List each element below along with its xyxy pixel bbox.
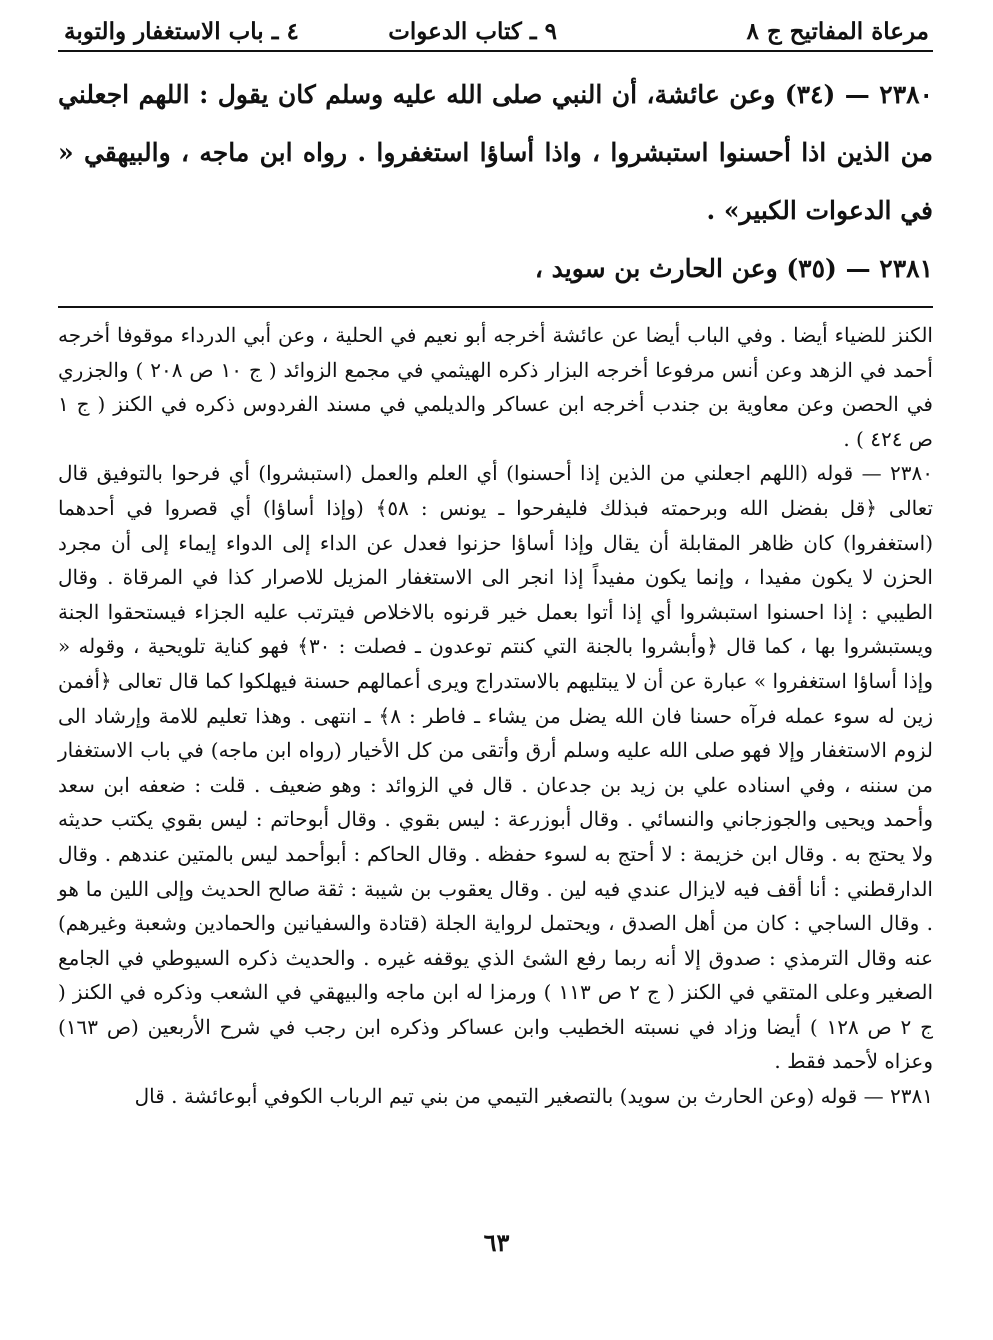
hadith-2381: ٢٣٨١ — (٣٥) وعن الحارث بن سويد ،: [534, 254, 933, 283]
commentary-2380: ٢٣٨٠ — قوله (اللهم اجعلني من الذين إذا أحسنوا) أي العلم والعمل (استبشروا) أي فرحوا بالتوفيق قال تعالى ﴿قل بفضل الله وبرحمته فبذلك فليفرحوا ـ يونس : ٥٨﴾ (وإذا أساؤا) أي قصروا في أحدهما (استغفروا) كان ظاهر المقابلة أن يقال وإذا أساؤا حزنوا فعدل عن الداء إلى الدواء إيماء إلى أن مجرد الحزن لا يكون مفيدا ، وإنما يكون مفيداً إذا انجر الى الاستغفار المزيل للاصرار كذا في المرقاة . وقال الطيبي : إذا احسنوا استبشروا أي إذا أتوا بعمل خير قرنوه بالاخلاص فيترتب عليه الجزاء فيستحقوا الجنة ويستبشروا بها ، كما قال ﴿وأبشروا بالجنة التي كنتم توعدون ـ فصلت : ٣٠﴾ فهو كناية تلويحية ، وقوله « وإذا أساؤا استغفروا » عبارة عن أن لا يبتليهم بالاستدراج ويرى أعمالهم حسنة فيهلكوا كما قال تعالى ﴿أفمن زين له سوء عمله فرآه حسنا فان الله يضل من يشاء ـ فاطر : ٨﴾ ـ انتهى . وهذا تعليم للامة وإرشاد الى لزوم الاستغفار وإلا فهو صلى الله عليه وسلم أرق وأتقى من كل الأخيار (رواه ابن ماجه) في باب الاستغفار من سننه ، وفي اسناده علي بن زيد بن جدعان . قال في الزوائد : وهو ضعيف . قلت : ضعفه ابن سعد وأحمد ويحيى والجوزجاني والنسائي . وقال أبوزرعة : ليس بقوي . وقال أبوحاتم : ليس بقوي يكتب حديثه ولا يحتج به . وقال ابن خزيمة : لا أحتج به لسوء حفظه . وقال الحاكم : أبوأحمد ليس بالمتين عندهم . وقال الدارقطني : أنا أقف فيه لايزال عندي فيه لين . وقال يعقوب بن شيبة : ثقة صالح الحديث وإلى اللين ما هو . وقال الساجي : كان من أهل الصدق ، ويحتمل لرواية الجلة (قتادة والسفيانين والحمادين وشعبة وغيرهم) عنه وقال الترمذي : صدوق إلا أنه ربما رفع الشئ الذي يوقفه غيره . والحديث ذكره السيوطي في الجامع الصغير وعلى المتقي في الكنز ( ج ٢ ص ١١٣ ) ورمزا له ابن ماجه والبيهقي في الشعب وذكره في الكنز ( ج ٢ ص ١٢٨ ) أيضا وزاد في نسبته الخطيب وابن عساكر وذكره ابن رجب في شرح الأربعين (ص ١٦٣) وعزاه لأحمد فقط .: [58, 461, 933, 1074]
running-header: [58, 14, 933, 50]
commentary-2381: ٢٣٨١ — قوله (وعن الحارث بن سويد) بالتصغير التيمي من بني تيم الرباب الكوفي أبوعائشة . قال: [134, 1084, 933, 1109]
commentary-continuation: الكنز للضياء أيضا . وفي الباب أيضا عن عائشة أخرجه أبو نعيم في الحلية ، وعن أبي الدرداء موقوفا أخرجه أحمد في الزهد وعن أنس مرفوعا أخرجه البزار ذكره الهيثمي في مجمع الزوائد ( ج ١٠ ص ٢٠٨ ) والجزري في الحصن وعن معاوية بن جندب أخرجه ابن عساكر والديلمي في مسند الفردوس ذكره في الكنز ( ج ١ ص ٤٢٤ ) .: [58, 323, 933, 451]
section-title: ٩ ـ كتاب الدعوات: [388, 18, 557, 45]
hadith-2380: ٢٣٨٠ — (٣٤) وعن عائشة، أن النبي صلى الله عليه وسلم كان يقول : اللهم اجعلني من الذين اذا أحسنوا استبشروا ، واذا أساؤا استغفروا . رواه ابن ماجه ، والبيهقي « في الدعوات الكبير» .: [58, 80, 933, 225]
commentary-block: [58, 308, 933, 1114]
book-title: مرعاة المفاتيح ج ٨: [746, 18, 929, 45]
hadith-text-block: [58, 52, 933, 306]
chapter-title: ٤ ـ باب الاستغفار والتوبة: [64, 18, 299, 45]
page-number: ٦٣: [483, 1228, 510, 1257]
